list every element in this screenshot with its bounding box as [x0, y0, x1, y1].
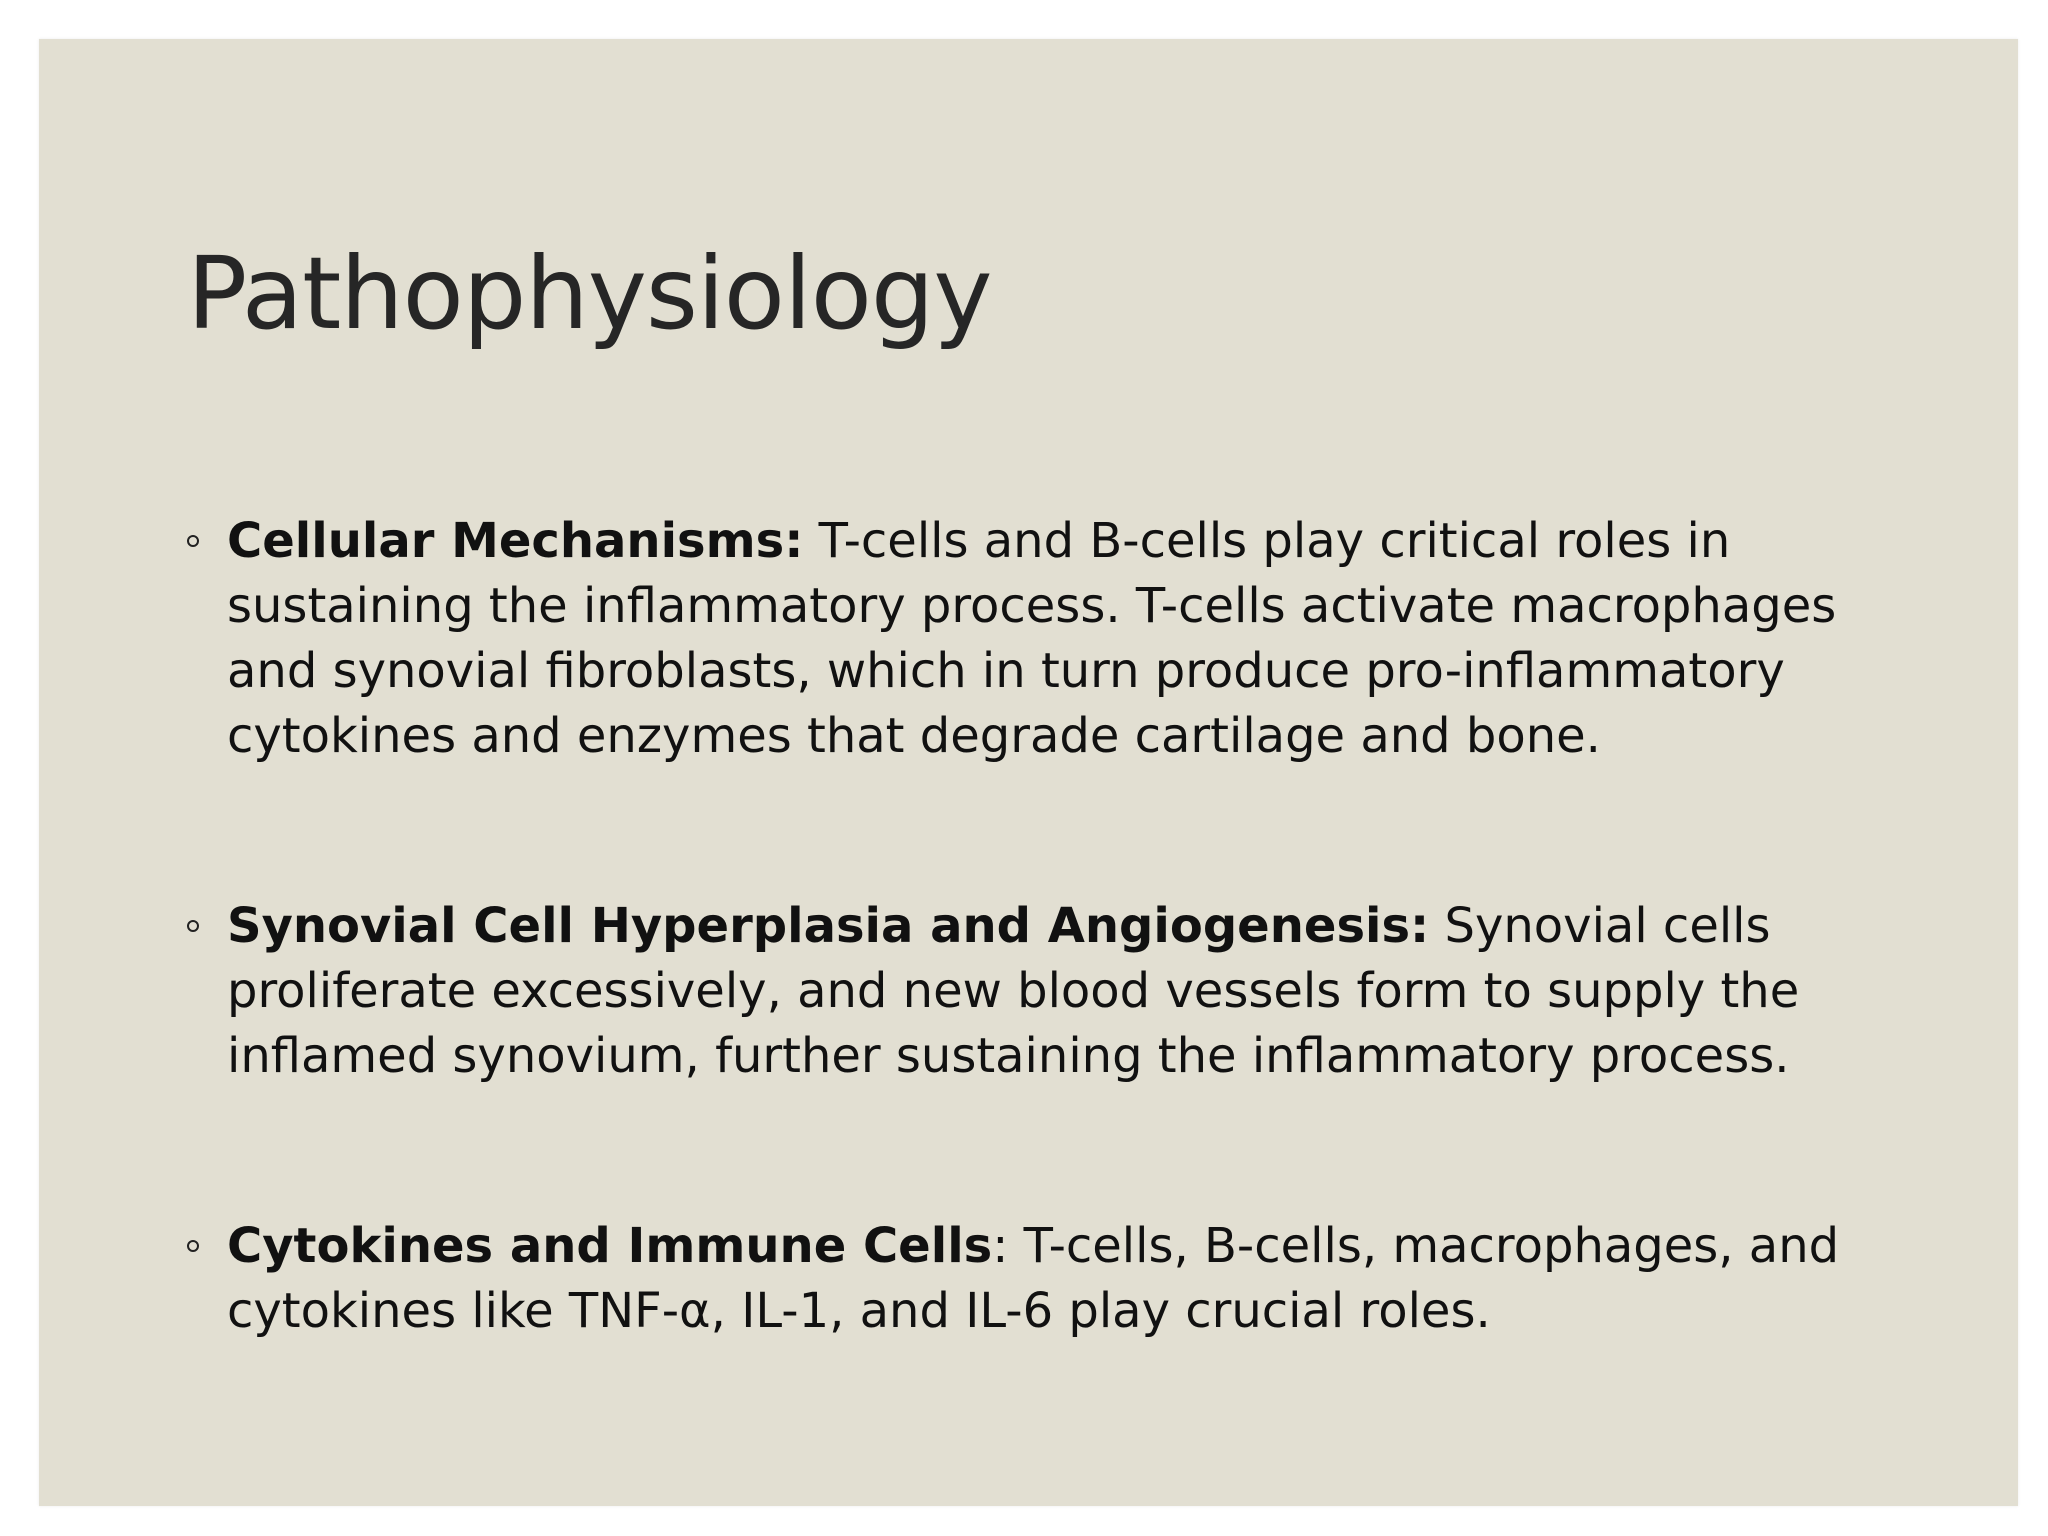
- circle-bullet-icon: [187, 535, 199, 547]
- bullet-text: Synovial cells proliferate excessively, and new blood vessels form to supply the inflamed synovium, further sustaining the inflammatory process.: [227, 898, 1800, 1084]
- slide: [39, 39, 2018, 1506]
- bullet-item-cellular-mechanisms: [187, 509, 1867, 769]
- bullet-term: Cellular Mechanisms:: [227, 513, 804, 569]
- circle-bullet-icon: [187, 920, 199, 932]
- bullet-item-cytokines-immune-cells: [187, 1214, 1867, 1344]
- bullet-text: T-cells and B-cells play critical roles in sustaining the inflammatory process. T-cells activate macrophages and synovial fibroblasts, which in turn produce pro-inflammatory cytokines and enzymes that degrade cartilage and bone.: [227, 513, 1837, 764]
- bullet-item-synovial-hyperplasia: [187, 894, 1867, 1089]
- slide-title: Pathophysiology: [187, 235, 992, 352]
- bullet-term: Cytokines and Immune Cells: [227, 1218, 993, 1274]
- bullet-text: : T-cells, B-cells, macrophages, and cytokines like TNF-α, IL-1, and IL-6 play crucial roles.: [227, 1218, 1840, 1339]
- bullet-term: Synovial Cell Hyperplasia and Angiogenesis:: [227, 898, 1430, 954]
- bullet-list: [187, 509, 1867, 1469]
- circle-bullet-icon: [187, 1240, 199, 1252]
